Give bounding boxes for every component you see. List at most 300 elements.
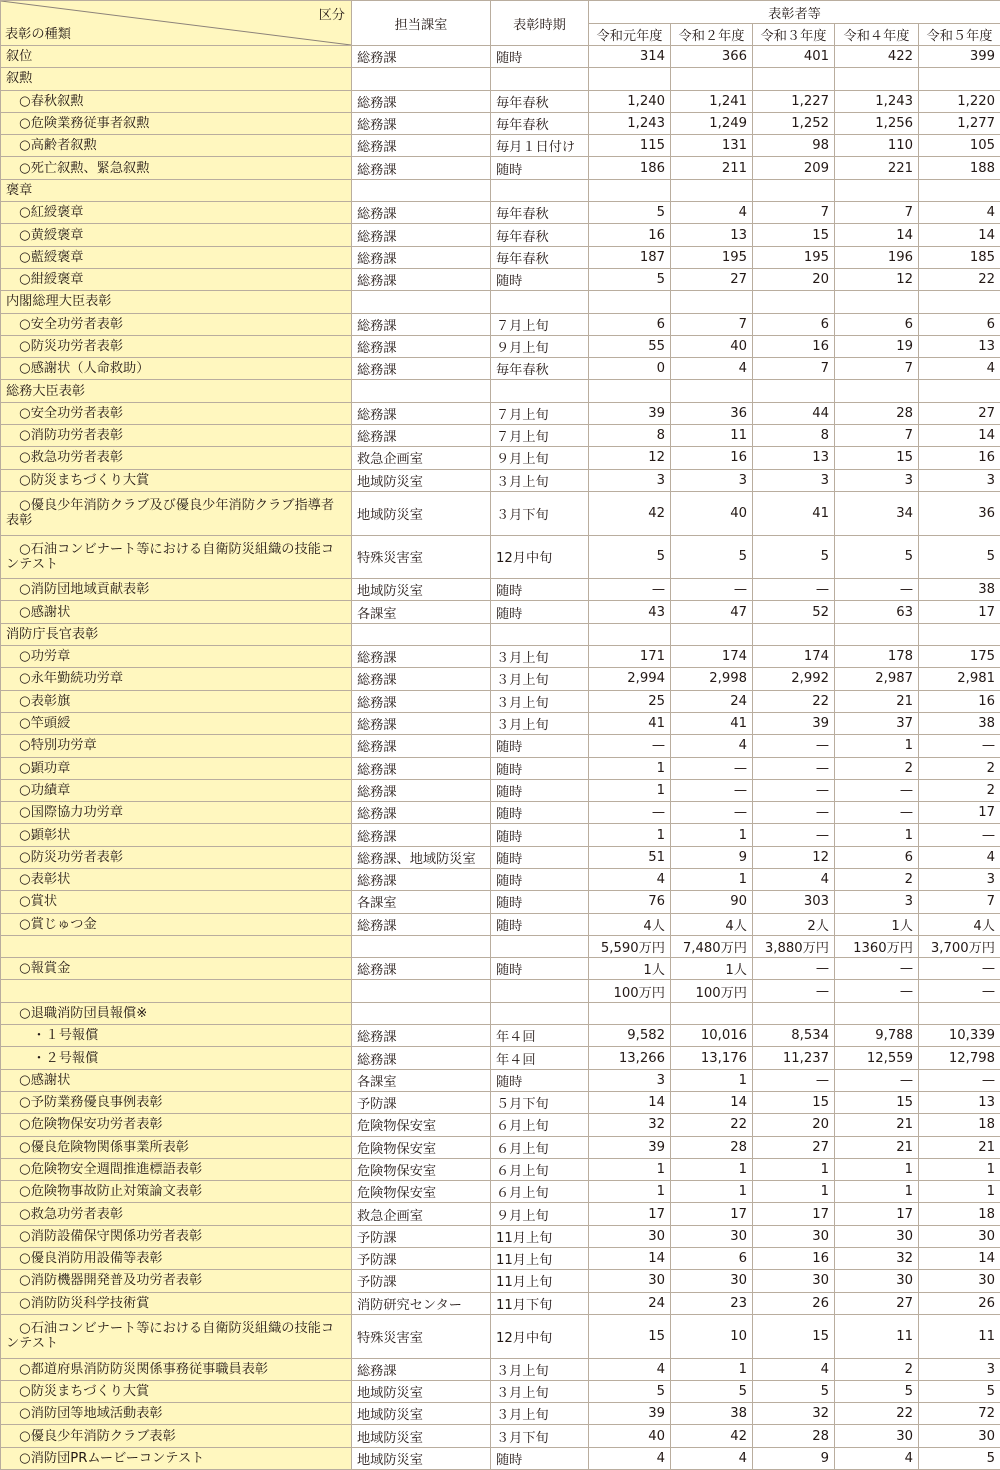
recipient-count-cell: 14 xyxy=(919,224,1000,246)
recipient-count-cell: 10 xyxy=(671,1314,753,1358)
award-name-cell: ・２号報償 xyxy=(1,1047,352,1069)
recipient-count-cell: 16 xyxy=(919,690,1000,712)
table-row xyxy=(1,1002,1000,1024)
recipient-count-cell xyxy=(753,179,835,201)
award-name-cell: 総務大臣表彰 xyxy=(1,380,352,402)
recipient-count-cell: — xyxy=(835,802,919,824)
table-row xyxy=(1,246,1000,268)
recipient-count-cell xyxy=(753,1002,835,1024)
timing-cell: 毎年春秋 xyxy=(491,224,589,246)
recipient-count-cell: 23 xyxy=(671,1292,753,1314)
recipient-count-cell: 2,992 xyxy=(753,668,835,690)
recipient-count-cell: 47 xyxy=(671,601,753,623)
recipient-count-cell: 13 xyxy=(919,335,1000,357)
department-cell: 総務課 xyxy=(352,358,491,380)
recipient-count-cell: 39 xyxy=(589,402,671,424)
recipient-count-cell: 1,227 xyxy=(753,90,835,112)
recipient-count-cell: 1人 xyxy=(835,913,919,935)
recipient-count-cell: 41 xyxy=(671,712,753,734)
award-name-cell: ○危険業務従事者叙勲 xyxy=(1,112,352,134)
recipient-count-cell: 5 xyxy=(589,268,671,290)
table-row xyxy=(1,291,1000,313)
recipient-count-cell: 14 xyxy=(919,425,1000,447)
recipient-count-cell: 13,176 xyxy=(671,1047,753,1069)
table-row xyxy=(1,757,1000,779)
category-header: 区分 xyxy=(319,4,345,23)
recipient-count-cell: 38 xyxy=(671,1403,753,1425)
timing-cell: 毎年春秋 xyxy=(491,202,589,224)
table-row xyxy=(1,157,1000,179)
timing-cell: ３月上旬 xyxy=(491,469,589,491)
recipient-count-cell xyxy=(589,179,671,201)
award-name-cell: ○危険物保安功労者表彰 xyxy=(1,1114,352,1136)
recipient-count-cell: 4 xyxy=(671,358,753,380)
department-header: 担当課室 xyxy=(352,1,491,46)
award-name-cell: ○防災まちづくり大賞 xyxy=(1,1380,352,1402)
department-cell: 特殊災害室 xyxy=(352,1314,491,1358)
recipient-count-cell: 12 xyxy=(753,846,835,868)
recipient-count-cell xyxy=(753,68,835,90)
table-row xyxy=(1,1380,1000,1402)
recipient-count-cell: 38 xyxy=(919,579,1000,601)
recipient-count-cell: 4 xyxy=(919,358,1000,380)
recipient-count-cell: 2 xyxy=(919,779,1000,801)
recipient-count-cell: 17 xyxy=(589,1203,671,1225)
award-name-cell: ○表彰状 xyxy=(1,868,352,890)
recipient-count-cell: 3 xyxy=(671,469,753,491)
recipient-count-cell: 115 xyxy=(589,135,671,157)
recipient-count-cell xyxy=(835,1002,919,1024)
table-row xyxy=(1,68,1000,90)
recipient-count-cell: 14 xyxy=(589,1248,671,1270)
recipient-count-cell: 100万円 xyxy=(589,980,671,1002)
table-row xyxy=(1,313,1000,335)
recipient-count-cell: — xyxy=(753,735,835,757)
award-name-cell: ○功績章 xyxy=(1,779,352,801)
award-name-cell: ○防災功労者表彰 xyxy=(1,846,352,868)
table-row xyxy=(1,268,1000,290)
recipient-count-cell: — xyxy=(835,1069,919,1091)
department-cell: 総務課 xyxy=(352,712,491,734)
recipient-count-cell: 9,788 xyxy=(835,1025,919,1047)
recipient-count-cell: 27 xyxy=(835,1292,919,1314)
recipient-count-cell: 5 xyxy=(835,1380,919,1402)
recipient-count-cell xyxy=(589,291,671,313)
recipient-count-cell: 187 xyxy=(589,246,671,268)
table-row xyxy=(1,335,1000,357)
recipient-count-cell: 51 xyxy=(589,846,671,868)
table-row xyxy=(1,1114,1000,1136)
department-cell: 各課室 xyxy=(352,601,491,623)
recipient-count-cell: 105 xyxy=(919,135,1000,157)
table-row xyxy=(1,1270,1000,1292)
table-row xyxy=(1,668,1000,690)
timing-cell xyxy=(491,291,589,313)
department-cell: 危険物保安室 xyxy=(352,1114,491,1136)
recipient-count-cell xyxy=(919,179,1000,201)
department-cell: 各課室 xyxy=(352,1069,491,1091)
recipient-count-cell: 24 xyxy=(671,690,753,712)
timing-cell: ３月上旬 xyxy=(491,690,589,712)
recipient-count-cell: 1,241 xyxy=(671,90,753,112)
award-name-cell: ○優良消防用設備等表彰 xyxy=(1,1248,352,1270)
recipient-count-cell: 221 xyxy=(835,157,919,179)
recipient-count-cell: 366 xyxy=(671,46,753,68)
recipient-count-cell: 2 xyxy=(835,868,919,890)
year-header: 令和元年度 xyxy=(589,24,671,46)
recipient-count-cell: 40 xyxy=(671,335,753,357)
award-name-cell: ○国際協力功労章 xyxy=(1,802,352,824)
recipient-count-cell: 1 xyxy=(589,824,671,846)
timing-cell xyxy=(491,1002,589,1024)
table-row xyxy=(1,112,1000,134)
table-row xyxy=(1,402,1000,424)
recipient-count-cell: 6 xyxy=(589,313,671,335)
recipient-count-cell: 2,987 xyxy=(835,668,919,690)
recipient-count-cell xyxy=(835,179,919,201)
department-cell: 総務課 xyxy=(352,868,491,890)
award-name-cell: 消防庁長官表彰 xyxy=(1,623,352,645)
recipient-count-cell: 41 xyxy=(589,712,671,734)
recipient-count-cell: 3 xyxy=(589,1069,671,1091)
recipient-count-cell: 52 xyxy=(753,601,835,623)
year-header: 令和５年度 xyxy=(919,24,1000,46)
timing-cell: 随時 xyxy=(491,735,589,757)
recipient-count-cell: 13 xyxy=(919,1091,1000,1113)
recipient-count-cell xyxy=(671,380,753,402)
recipient-count-cell: 2,981 xyxy=(919,668,1000,690)
recipient-count-cell: 1 xyxy=(753,1181,835,1203)
recipient-count-cell xyxy=(589,1002,671,1024)
award-name-cell: ○消防機器開発普及功労者表彰 xyxy=(1,1270,352,1292)
timing-cell: 12月中旬 xyxy=(491,1314,589,1358)
recipient-count-cell: 30 xyxy=(919,1270,1000,1292)
recipient-count-cell: 1 xyxy=(835,1158,919,1180)
recipient-count-cell: — xyxy=(753,802,835,824)
recipient-count-cell: — xyxy=(919,1069,1000,1091)
recipient-count-cell: 12,559 xyxy=(835,1047,919,1069)
recipient-count-cell: 15 xyxy=(753,224,835,246)
recipient-count-cell: 1 xyxy=(753,1158,835,1180)
award-name-cell: ○感謝状 xyxy=(1,601,352,623)
recipient-count-cell: 9 xyxy=(671,846,753,868)
timing-cell: 随時 xyxy=(491,757,589,779)
recipient-count-cell: 30 xyxy=(835,1425,919,1447)
department-cell: 地域防災室 xyxy=(352,469,491,491)
recipient-count-cell: — xyxy=(835,579,919,601)
recipient-count-cell xyxy=(589,623,671,645)
award-name-cell: ○優良危険物関係事業所表彰 xyxy=(1,1136,352,1158)
department-cell: 地域防災室 xyxy=(352,579,491,601)
recipient-count-cell: 5 xyxy=(835,535,919,579)
recipient-count-cell xyxy=(919,1002,1000,1024)
recipient-count-cell: 0 xyxy=(589,358,671,380)
recipient-count-cell: 32 xyxy=(753,1403,835,1425)
recipient-count-cell: 63 xyxy=(835,601,919,623)
table-row xyxy=(1,380,1000,402)
timing-cell: ５月下旬 xyxy=(491,1091,589,1113)
department-cell: 総務課 xyxy=(352,224,491,246)
department-cell: 地域防災室 xyxy=(352,1380,491,1402)
recipient-count-cell: 4 xyxy=(671,1447,753,1469)
recipient-count-cell: 30 xyxy=(753,1225,835,1247)
timing-cell: 随時 xyxy=(491,1069,589,1091)
award-name-cell: ○表彰旗 xyxy=(1,690,352,712)
recipient-count-cell: 1,243 xyxy=(589,112,671,134)
recipient-count-cell: 3 xyxy=(835,891,919,913)
recipient-count-cell: 16 xyxy=(919,447,1000,469)
timing-cell: ６月上旬 xyxy=(491,1114,589,1136)
department-cell: 特殊災害室 xyxy=(352,535,491,579)
recipient-count-cell xyxy=(671,1002,753,1024)
recipient-count-cell: 30 xyxy=(589,1270,671,1292)
recipient-count-cell xyxy=(835,291,919,313)
recipient-count-cell: 12 xyxy=(835,268,919,290)
recipient-count-cell: 10,016 xyxy=(671,1025,753,1047)
recipient-count-cell: 16 xyxy=(753,1248,835,1270)
award-name-cell: ○永年勤続功労章 xyxy=(1,668,352,690)
award-name-cell: ○都道府県消防防災関係事務従事職員表彰 xyxy=(1,1358,352,1380)
recipient-count-cell xyxy=(589,68,671,90)
recipient-count-cell: 76 xyxy=(589,891,671,913)
recipient-count-cell: 15 xyxy=(589,1314,671,1358)
year-header: 令和４年度 xyxy=(835,24,919,46)
department-cell: 予防課 xyxy=(352,1270,491,1292)
recipient-count-cell: 16 xyxy=(671,447,753,469)
recipient-count-cell: 1,277 xyxy=(919,112,1000,134)
recipient-count-cell xyxy=(919,623,1000,645)
recipient-count-cell: 28 xyxy=(671,1136,753,1158)
department-cell xyxy=(352,980,491,1002)
recipient-count-cell: 10,339 xyxy=(919,1025,1000,1047)
table-row xyxy=(1,1358,1000,1380)
timing-cell: 年４回 xyxy=(491,1025,589,1047)
award-name-cell xyxy=(1,980,352,1002)
recipient-count-cell: 5 xyxy=(753,535,835,579)
recipient-count-cell: 174 xyxy=(753,646,835,668)
recipient-count-cell: 1 xyxy=(919,1181,1000,1203)
recipient-count-cell: 26 xyxy=(753,1292,835,1314)
recipient-count-cell: 18 xyxy=(919,1114,1000,1136)
award-name-cell: ○予防業務優良事例表彰 xyxy=(1,1091,352,1113)
recipient-count-cell xyxy=(835,68,919,90)
recipient-count-cell: 5 xyxy=(589,202,671,224)
recipient-count-cell: 17 xyxy=(753,1203,835,1225)
award-name-cell: ○感謝状 xyxy=(1,1069,352,1091)
timing-cell: ３月上旬 xyxy=(491,1358,589,1380)
recipient-count-cell: 12,798 xyxy=(919,1047,1000,1069)
recipient-count-cell: 5 xyxy=(589,535,671,579)
department-cell xyxy=(352,623,491,645)
recipient-count-cell: 2 xyxy=(835,1358,919,1380)
award-name-cell: ○消防設備保守関係功労者表彰 xyxy=(1,1225,352,1247)
department-cell: 総務課 xyxy=(352,46,491,68)
recipient-count-cell: — xyxy=(919,958,1000,980)
recipient-count-cell: 3 xyxy=(919,469,1000,491)
recipient-count-cell: 3,700万円 xyxy=(919,935,1000,957)
recipient-count-cell: — xyxy=(753,757,835,779)
award-name-cell: ○石油コンビナート等における自衛防災組織の技能コンテスト xyxy=(1,1314,352,1358)
recipient-count-cell: — xyxy=(919,824,1000,846)
recipient-count-cell: 1,240 xyxy=(589,90,671,112)
timing-cell: 毎年春秋 xyxy=(491,246,589,268)
recipient-count-cell: — xyxy=(589,735,671,757)
recipient-count-cell: 30 xyxy=(919,1425,1000,1447)
department-cell: 総務課 xyxy=(352,112,491,134)
table-row xyxy=(1,1203,1000,1225)
award-name-cell: ○安全功労者表彰 xyxy=(1,313,352,335)
table-row xyxy=(1,491,1000,535)
award-type-header: 表彰の種類 xyxy=(5,23,71,42)
recipient-count-cell: 7 xyxy=(835,202,919,224)
recipient-count-cell: 20 xyxy=(753,1114,835,1136)
award-name-cell: ○防災功労者表彰 xyxy=(1,335,352,357)
recipient-count-cell: 5 xyxy=(671,1380,753,1402)
table-row xyxy=(1,1225,1000,1247)
recipient-count-cell xyxy=(671,291,753,313)
recipient-count-cell: 98 xyxy=(753,135,835,157)
timing-cell: 随時 xyxy=(491,958,589,980)
recipient-count-cell: 1 xyxy=(835,824,919,846)
recipient-count-cell: 40 xyxy=(589,1425,671,1447)
table-row xyxy=(1,646,1000,668)
table-row xyxy=(1,690,1000,712)
award-name-cell: ○黄綬褒章 xyxy=(1,224,352,246)
table-row xyxy=(1,447,1000,469)
department-cell: 総務課、地域防災室 xyxy=(352,846,491,868)
recipient-count-cell: 28 xyxy=(835,402,919,424)
recipient-count-cell: 5 xyxy=(919,535,1000,579)
department-cell: 総務課 xyxy=(352,646,491,668)
recipient-count-cell: 13 xyxy=(753,447,835,469)
recipient-count-cell: 1 xyxy=(919,1158,1000,1180)
department-cell: 危険物保安室 xyxy=(352,1181,491,1203)
recipient-count-cell xyxy=(753,623,835,645)
recipient-count-cell: 14 xyxy=(835,224,919,246)
table-row xyxy=(1,1069,1000,1091)
department-cell: 総務課 xyxy=(352,1047,491,1069)
table-row xyxy=(1,1136,1000,1158)
timing-cell xyxy=(491,935,589,957)
table-row xyxy=(1,358,1000,380)
recipient-count-cell: 39 xyxy=(753,712,835,734)
department-cell: 予防課 xyxy=(352,1248,491,1270)
recipient-count-cell xyxy=(919,291,1000,313)
table-row xyxy=(1,1447,1000,1469)
recipient-count-cell: 4 xyxy=(589,1447,671,1469)
recipient-count-cell: 6 xyxy=(835,846,919,868)
award-name-cell: ○特別功労章 xyxy=(1,735,352,757)
recipient-count-cell: 7 xyxy=(753,202,835,224)
recipient-count-cell: 401 xyxy=(753,46,835,68)
recipient-count-cell: 13,266 xyxy=(589,1047,671,1069)
recipient-count-cell: 7,480万円 xyxy=(671,935,753,957)
award-name-cell xyxy=(1,935,352,957)
award-name-cell: ○石油コンビナート等における自衛防災組織の技能コンテスト xyxy=(1,535,352,579)
recipient-count-cell: 21 xyxy=(835,690,919,712)
timing-cell: 随時 xyxy=(491,779,589,801)
recipient-count-cell: 30 xyxy=(671,1270,753,1292)
timing-cell: 毎年春秋 xyxy=(491,358,589,380)
award-name-cell: ○藍綬褒章 xyxy=(1,246,352,268)
recipient-count-cell: 6 xyxy=(671,1248,753,1270)
recipient-count-cell: 30 xyxy=(589,1225,671,1247)
recipient-count-cell: 55 xyxy=(589,335,671,357)
table-row xyxy=(1,135,1000,157)
timing-cell: 11月上旬 xyxy=(491,1225,589,1247)
recipient-count-cell: 7 xyxy=(753,358,835,380)
recipient-count-cell: 32 xyxy=(589,1114,671,1136)
table-row xyxy=(1,90,1000,112)
department-cell: 総務課 xyxy=(352,402,491,424)
timing-cell: 随時 xyxy=(491,579,589,601)
award-name-cell: ○高齢者叙勲 xyxy=(1,135,352,157)
timing-cell: ３月上旬 xyxy=(491,1403,589,1425)
table-body xyxy=(1,46,1000,1470)
timing-cell: ７月上旬 xyxy=(491,425,589,447)
recipient-count-cell: 30 xyxy=(835,1270,919,1292)
timing-cell: 随時 xyxy=(491,824,589,846)
timing-cell: ６月上旬 xyxy=(491,1136,589,1158)
recipient-count-cell xyxy=(671,68,753,90)
department-cell: 総務課 xyxy=(352,757,491,779)
timing-cell: 随時 xyxy=(491,1447,589,1469)
timing-cell: ３月上旬 xyxy=(491,712,589,734)
award-name-cell: ○消防防災科学技術賞 xyxy=(1,1292,352,1314)
recipient-count-cell: 1,256 xyxy=(835,112,919,134)
recipient-count-cell: 22 xyxy=(671,1114,753,1136)
recipient-count-cell: 20 xyxy=(753,268,835,290)
recipient-count-cell: — xyxy=(753,779,835,801)
recipient-count-cell: 34 xyxy=(835,491,919,535)
recipient-count-cell: 14 xyxy=(589,1091,671,1113)
department-cell: 総務課 xyxy=(352,425,491,447)
recipient-count-cell: 188 xyxy=(919,157,1000,179)
recipient-count-cell: 14 xyxy=(671,1091,753,1113)
recipient-count-cell: 17 xyxy=(835,1203,919,1225)
table-row xyxy=(1,913,1000,935)
recipient-count-cell: 2,998 xyxy=(671,668,753,690)
recipient-count-cell: 22 xyxy=(835,1403,919,1425)
recipient-count-cell: 32 xyxy=(835,1248,919,1270)
recipient-count-cell: 2人 xyxy=(753,913,835,935)
recipient-count-cell: 178 xyxy=(835,646,919,668)
award-name-cell: ○危険物事故防止対策論文表彰 xyxy=(1,1181,352,1203)
department-cell: 予防課 xyxy=(352,1225,491,1247)
recipient-count-cell: 24 xyxy=(589,1292,671,1314)
department-cell: 総務課 xyxy=(352,824,491,846)
award-name-cell: 内閣総理大臣表彰 xyxy=(1,291,352,313)
table-row xyxy=(1,1158,1000,1180)
timing-cell: 随時 xyxy=(491,268,589,290)
recipient-count-cell: — xyxy=(753,824,835,846)
award-name-cell: 叙位 xyxy=(1,46,352,68)
recipient-count-cell: 39 xyxy=(589,1136,671,1158)
recipient-count-cell: 17 xyxy=(671,1203,753,1225)
recipient-count-cell: 28 xyxy=(753,1425,835,1447)
department-cell: 総務課 xyxy=(352,802,491,824)
award-name-cell: ○危険物安全週間推進標語表彰 xyxy=(1,1158,352,1180)
recipient-count-cell: 43 xyxy=(589,601,671,623)
recipient-count-cell: 21 xyxy=(835,1114,919,1136)
timing-cell: ６月上旬 xyxy=(491,1181,589,1203)
recipient-count-cell: 36 xyxy=(919,491,1000,535)
recipient-count-cell: 5,590万円 xyxy=(589,935,671,957)
timing-cell: 11月上旬 xyxy=(491,1270,589,1292)
timing-cell: ９月上旬 xyxy=(491,447,589,469)
recipient-count-cell: 9,582 xyxy=(589,1025,671,1047)
recipient-count-cell: 4 xyxy=(671,735,753,757)
